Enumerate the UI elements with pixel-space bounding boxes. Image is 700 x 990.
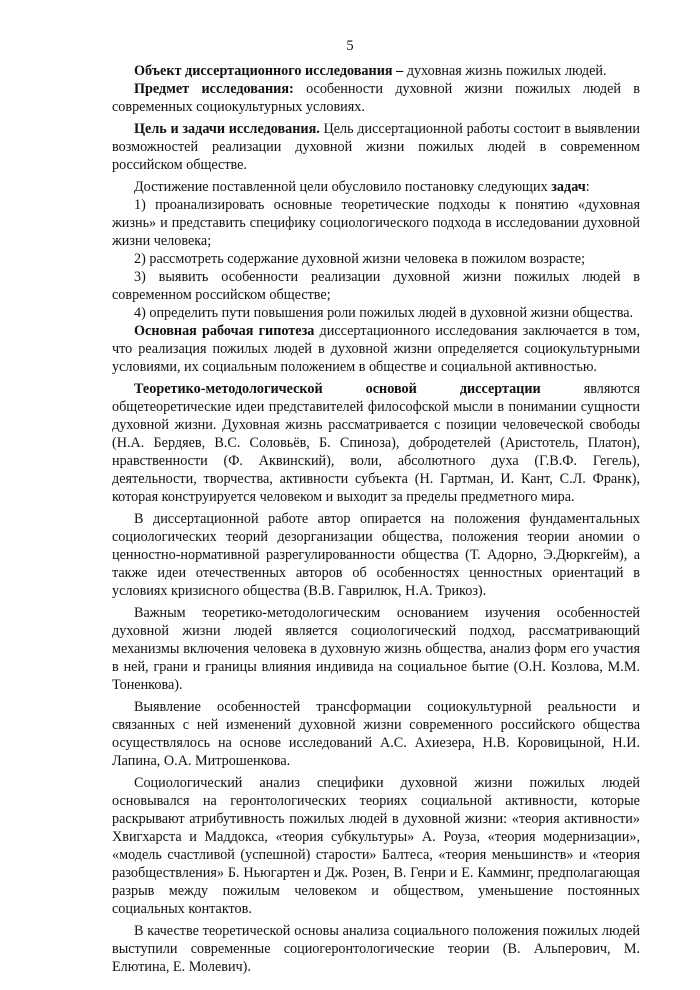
task-item-2: 2) рассмотреть содержание духовной жизни человека в пожилом возрасте; <box>134 251 586 267</box>
bold-lead: Теоретико-методологической основой диссертации <box>134 381 541 397</box>
paragraph-text: являются общетеоретические идеи представителей философской мысли в понимании сущности духовной жизни. Духовная жизнь рассматривается с позиции человеческой свободы (Н.А. Бердяев, В.С. Соловьёв, Б. Спиноза), добродетелей (Аристотель, Платон), нравственности (Ф. Аквинский), воли, абсолютного духа (Г.В.Ф. Гегель), деятельности, творчества, активности субъекта (Н. Гартман, И. Кант, С.Л. Франк), которая конструируется человеком и выходит за пределы предметного мира. <box>112 381 640 505</box>
task-item-1: 1) проанализировать основные теоретические подходы к понятию «духовная жизнь» и представить специфику социологического подхода в исследовании духовной жизни человека; <box>112 197 640 249</box>
paragraph-text: духовная жизнь пожилых людей. <box>403 63 607 79</box>
bold-lead: Цель и задачи исследования. <box>134 121 320 137</box>
paragraph-goals <box>112 120 640 174</box>
task-item-3: 3) выявить особенности реализации духовной жизни пожилых людей в современном российском обществе; <box>112 269 640 303</box>
bold-lead: Основная рабочая гипотеза <box>134 323 315 339</box>
paragraph-methodology <box>112 380 640 506</box>
paragraph-text: особенности духовной жизни пожилых людей в современных социокультурных условиях. <box>112 81 640 115</box>
paragraph-text: Цель диссертационной работы состоит в выявлении возможностей реализации духовной жизни пожилых людей в современном российском обществе. <box>112 121 640 173</box>
paragraph-gerontology: Социологический анализ специфики духовной жизни пожилых людей основывался на геронтологических теориях социальной активности, которые раскрывают атрибутивность пожилых людей в духовной жизни: «теория активности» Хвигхарста и Маддокса, «теория субкультуры» А. Роуза, «теория модернизации», «модель счастливой (успешной) старости» Балтеса, «теория меньшинств» и «теория разобществления» Б. Ньюгартен и Дж. Розен, В. Генри и Е. Камминг, предполагающая разрыв между пожилым человеком и обществом, уменьшение постоянных социальных контактов. <box>112 775 640 917</box>
bold-word: задач <box>551 179 586 195</box>
paragraph-sociological-approach: Важным теоретико-методологическим основанием изучения особенностей духовной жизни людей является социологический подход, рассматривающий механизмы включения человека в духовную жизнь общества, анализ форм его участия в ней, грани и границы влияния индивида на социальное бытие (О.Н. Козлова, М.М. Тоненкова). <box>112 605 640 693</box>
bold-lead: Предмет исследования: <box>134 81 294 97</box>
page-content <box>112 54 640 976</box>
paragraph-transformation: Выявление особенностей трансформации социокультурной реальности и связанных с ней изменений духовной жизни современного российского общества осуществлялось на основе исследований А.С. Ахиезера, Н.В. Коровицыной, Н.И. Лапина, О.А. Митрошенкова. <box>112 699 640 769</box>
paragraph-sociogerontology: В качестве теоретической основы анализа социального положения пожилых людей выступили современные социогеронтологические теории (В. Альперович, М. Елютина, Е. Молевич). <box>112 923 640 975</box>
paragraph-text: диссертационного исследования заключается в том, что реализация пожилых людей в духовной жизни определяется социокультурными условиями, их социальным положением в обществе и социальной активностью. <box>112 323 640 375</box>
paragraph-research-object <box>112 62 640 80</box>
task-item-4: 4) определить пути повышения роли пожилых людей в духовной жизни общества. <box>134 305 634 321</box>
paragraph-theories: В диссертационной работе автор опирается на положения фундаментальных социологических теорий дезорганизации общества, положения теории аномии о ценностно-нормативной разрегулированности общества (Т. Адорно, Э.Дюркгейм), а также идеи отечественных авторов об особенностях ценностных ориентаций в условиях кризисного общества (В.В. Гаврилюк, Н.А. Трикоз). <box>112 511 640 599</box>
paragraph-text: : <box>585 179 590 195</box>
paragraph-research-subject <box>112 80 640 116</box>
bold-lead: Объект диссертационного исследования – <box>134 63 404 79</box>
paragraph-tasks-intro <box>112 178 640 196</box>
paragraph-text: Достижение поставленной цели обусловило постановку следующих <box>134 179 552 195</box>
page-number: 5 <box>346 38 354 54</box>
paragraph-hypothesis <box>112 322 640 376</box>
